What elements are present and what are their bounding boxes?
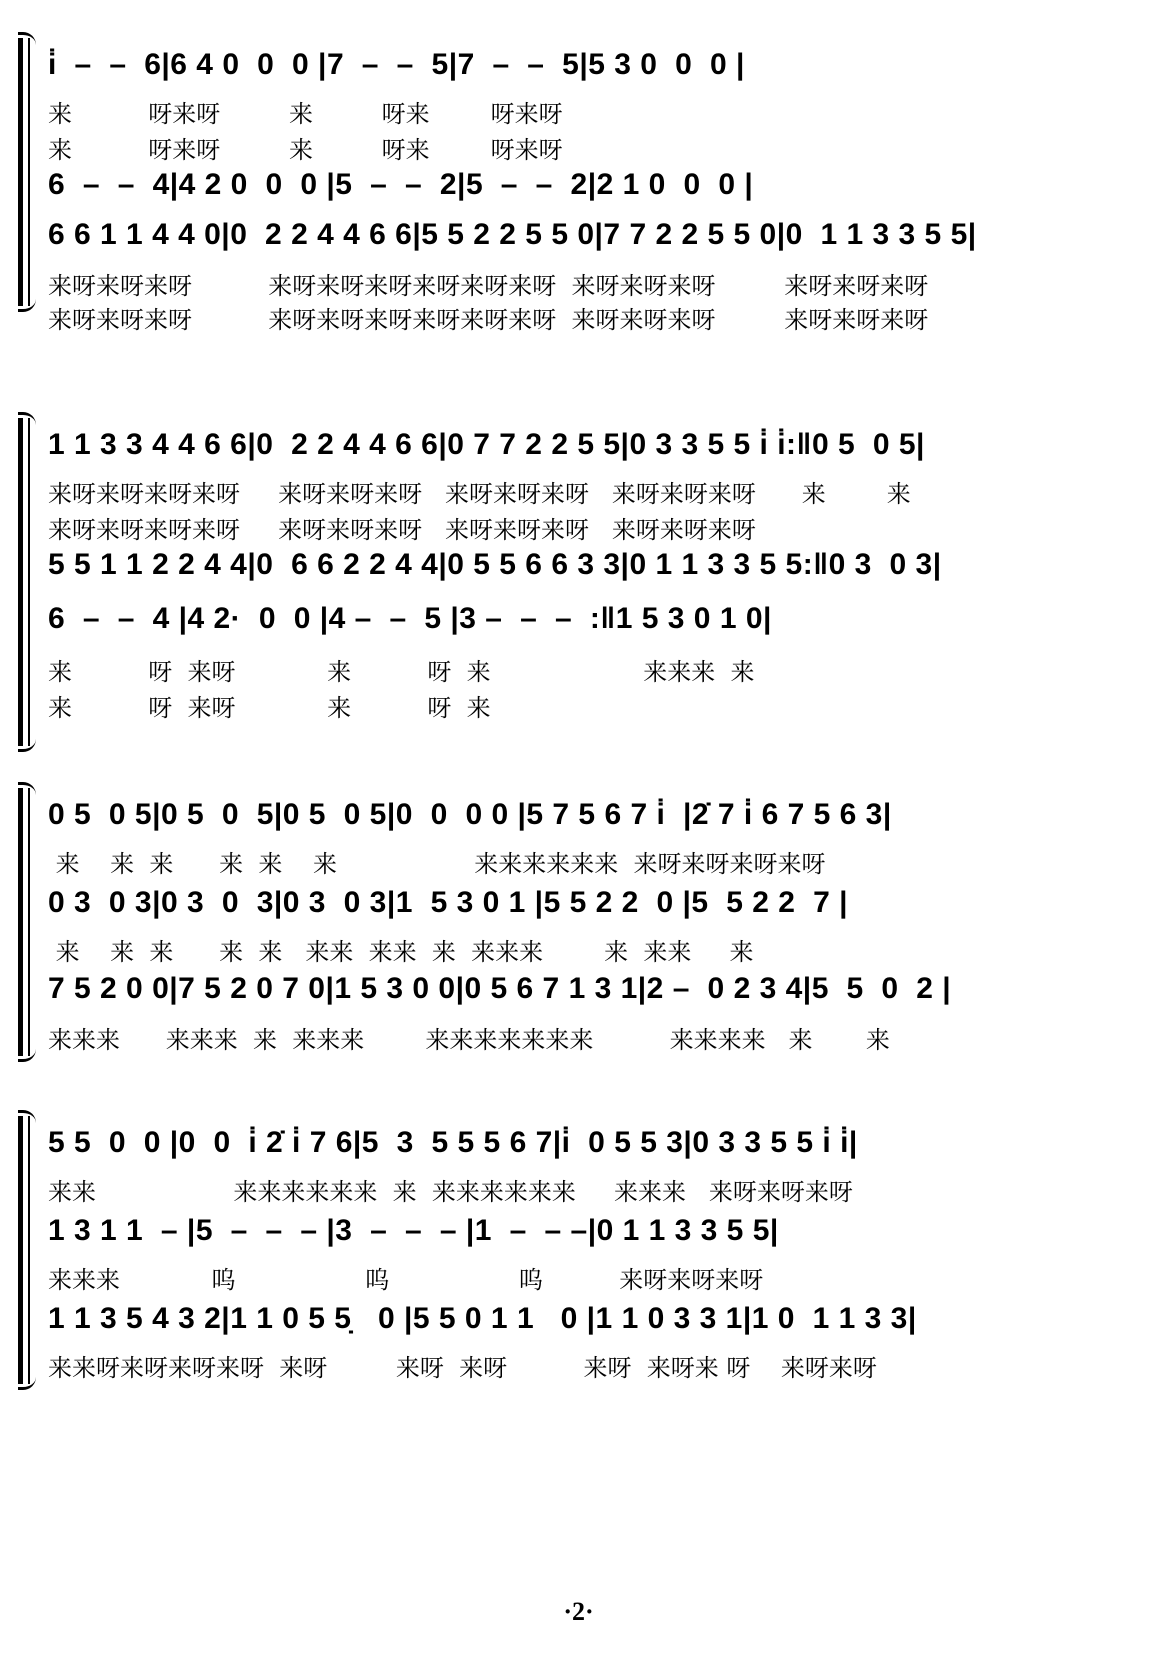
notation-line: 6 – – 4|4 2 0 0 0 |5 – – 2|5 – – 2|2 1 0 0 0 |	[48, 168, 754, 201]
lyric-line: 来呀来呀来呀 来呀来呀来呀来呀来呀来呀 来呀来呀来呀 来呀来呀来呀	[48, 272, 929, 300]
lyric-line: 来呀来呀来呀来呀 来呀来呀来呀 来呀来呀来呀 来呀来呀来呀 来 来	[48, 480, 911, 508]
score-system-3	[18, 788, 1140, 1056]
lyric-line: 来呀来呀来呀来呀 来呀来呀来呀 来呀来呀来呀 来呀来呀来呀	[48, 516, 756, 544]
page-number: ·2·	[563, 1597, 594, 1626]
lyric-line: 来 呀 来呀 来 呀 来 来来来 来	[48, 658, 755, 686]
notation-line: 1 1 3 5 4 3 2|1 1 0 5 5̣ 0 |5 5 0 1 1 0 |1 1 0 3 3 1|1 0 1 1 3 3|	[48, 1302, 917, 1335]
notation-line: 6 – – 4 |4 2· 0 0 |4 – – 5 |3 – – – :‖1 5 3 0 1 0|	[48, 602, 772, 635]
notation-line: 1 1 3 3 4 4 6 6|0 2 2 4 4 6 6|0 7 7 2 2 5 5|0 3 3 5 5 i̇ i̇:‖0 5 0 5|	[48, 428, 925, 461]
lyric-line: 来来来 来来来 来 来来来 来来来来来来来 来来来来 来 来	[48, 1026, 890, 1054]
system-bracket	[18, 1116, 32, 1384]
notation-line: i̇ – – 6|6 4 0 0 0 |7 – – 5|7 – – 5|5 3 0 0 0 |	[48, 48, 745, 81]
notation-line: 5 5 1 1 2 2 4 4|0 6 6 2 2 4 4|0 5 5 6 6 3 3|0 1 1 3 3 5 5:‖0 3 0 3|	[48, 548, 942, 581]
lyric-line: 来呀来呀来呀 来呀来呀来呀来呀来呀来呀 来呀来呀来呀 来呀来呀来呀	[48, 306, 929, 334]
notation-line: 0 5 0 5|0 5 0 5|0 5 0 5|0 0 0 0 |5 7 5 6 7 i̇ |2̇ 7 i̇ 6 7 5 6 3|	[48, 798, 892, 831]
notation-line: 0 3 0 3|0 3 0 3|0 3 0 3|1 5 3 0 1 |5 5 2 2 0 |5 5 2 2 7 |	[48, 886, 849, 919]
lyric-line: 来来呀来呀来呀来呀 来呀 来呀 来呀 来呀 来呀来 呀 来呀来呀	[48, 1354, 877, 1382]
system-bracket	[18, 38, 32, 306]
notation-line: 5 5 0 0 |0 0 i̇ 2̇ i̇ 7 6|5 3 5 5 5 6 7|i̇ 0 5 5 3|0 3 3 5 5 i̇ i̇|	[48, 1126, 858, 1159]
system-bracket	[18, 418, 32, 746]
lyric-line: 来来来 呜 呜 呜 来呀来呀来呀	[48, 1266, 764, 1294]
lyric-line: 来 呀 来呀 来 呀 来	[48, 694, 491, 722]
score-system-2	[18, 418, 1140, 746]
lyric-line: 来 呀来呀 来 呀来 呀来呀	[48, 136, 563, 164]
notation-line: 7 5 2 0 0|7 5 2 0 7 0|1 5 3 0 0|0 5 6 7 1 3 1|2 – 0 2 3 4|5 5 0 2 |	[48, 972, 952, 1005]
notation-line: 1 3 1 1 – |5 – – – |3 – – – |1 – – –|0 1 1 3 3 5 5|	[48, 1214, 779, 1247]
lyric-line: 来 来 来 来 来 来来 来来 来 来来来 来 来来 来	[48, 938, 754, 966]
notation-line: 6 6 1 1 4 4 0|0 2 2 4 4 6 6|5 5 2 2 5 5 0|7 7 2 2 5 5 0|0 1 1 3 3 5 5|	[48, 218, 977, 251]
score-system-4	[18, 1116, 1140, 1384]
lyric-line: 来 来 来 来 来 来 来来来来来来 来呀来呀来呀来呀	[48, 850, 826, 878]
lyric-line: 来来 来来来来来来 来 来来来来来来 来来来 来呀来呀来呀	[48, 1178, 853, 1206]
system-bracket	[18, 788, 32, 1056]
score-system-1	[18, 38, 1140, 334]
lyric-line: 来 呀来呀 来 呀来 呀来呀	[48, 100, 563, 128]
